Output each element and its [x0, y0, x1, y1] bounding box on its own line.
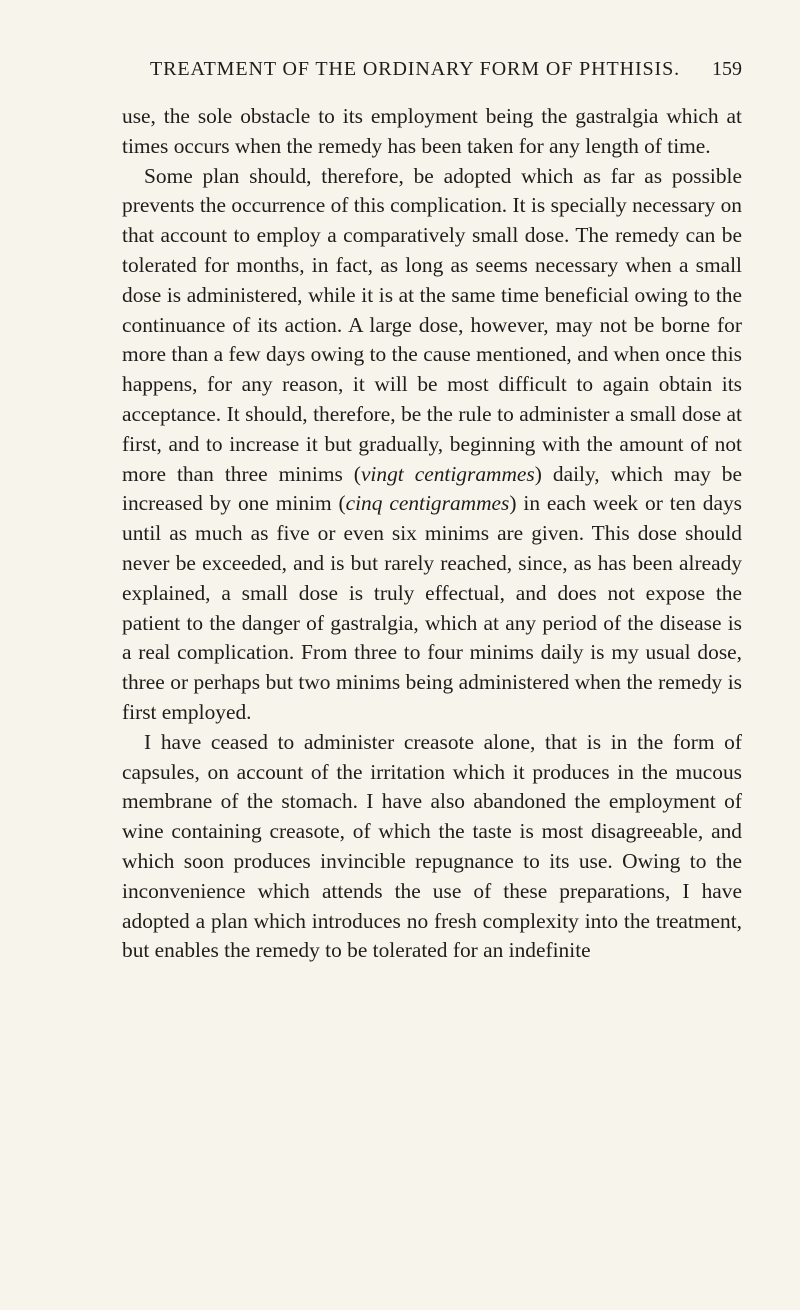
- paragraph-2-text-e: ) in each week or ten days until as much as five or even six minims are given. This dose should never be exceeded, and is but rarely reached, since, as has been already explained, a small dose is truly effectual, and does not expose the patient to the danger of gastralgia, which at any period of the disease is a real complication. From three to four minims daily is my usual dose, three or perhaps but two minims being administered when the remedy is first employed.: [122, 491, 742, 724]
- page-number: 159: [712, 58, 742, 80]
- running-header: [122, 58, 742, 88]
- paragraph-2-text-a: Some plan should, therefore, be adopted which as far as possible prevents the occurrence of this complication. It is specially necessary on that account to employ a comparatively small dose. The remedy can be tolerated for months, in fact, as long as seems necessary when a small dose is administered, while it is at the same time beneficial owing to the continuance of its action. A large dose, however, may not be borne for more than a few days owing to the cause mentioned, and when once this happens, for any reason, it will be most difficult to again obtain its acceptance. It should, therefore, be the rule to administer a small dose at first, and to increase it but gradually, beginning with the amount of not more than three minims (: [122, 163, 742, 486]
- italic-cinq-centigrammes: cinq centigrammes: [345, 491, 510, 516]
- running-title: TREATMENT OF THE ORDINARY FORM OF PHTHISIS.: [149, 58, 681, 80]
- paragraph-2-text-c: ) daily, which may be increased by one minim (: [122, 461, 742, 516]
- paragraph-2: [122, 162, 742, 728]
- paragraph-3: I have ceased to administer creasote alone, that is in the form of capsules, on account of the irritation which it produces in the mucous membrane of the stomach. I have also abandoned the employment of wine containing creasote, of which the taste is most disagreeable, and which soon produces invincible repugnance to its use. Owing to the inconvenience which attends the use of these preparations, I have adopted a plan which introduces no fresh complexity into the treatment, but enables the remedy to be tolerated for an indefinite: [122, 729, 742, 963]
- italic-vingt-centigrammes: vingt centigrammes: [360, 461, 535, 486]
- paragraph-1: use, the sole obstacle to its employment being the gastralgia which at times occurs when the remedy has been taken for any length of time.: [122, 104, 742, 158]
- body-text: [122, 102, 742, 966]
